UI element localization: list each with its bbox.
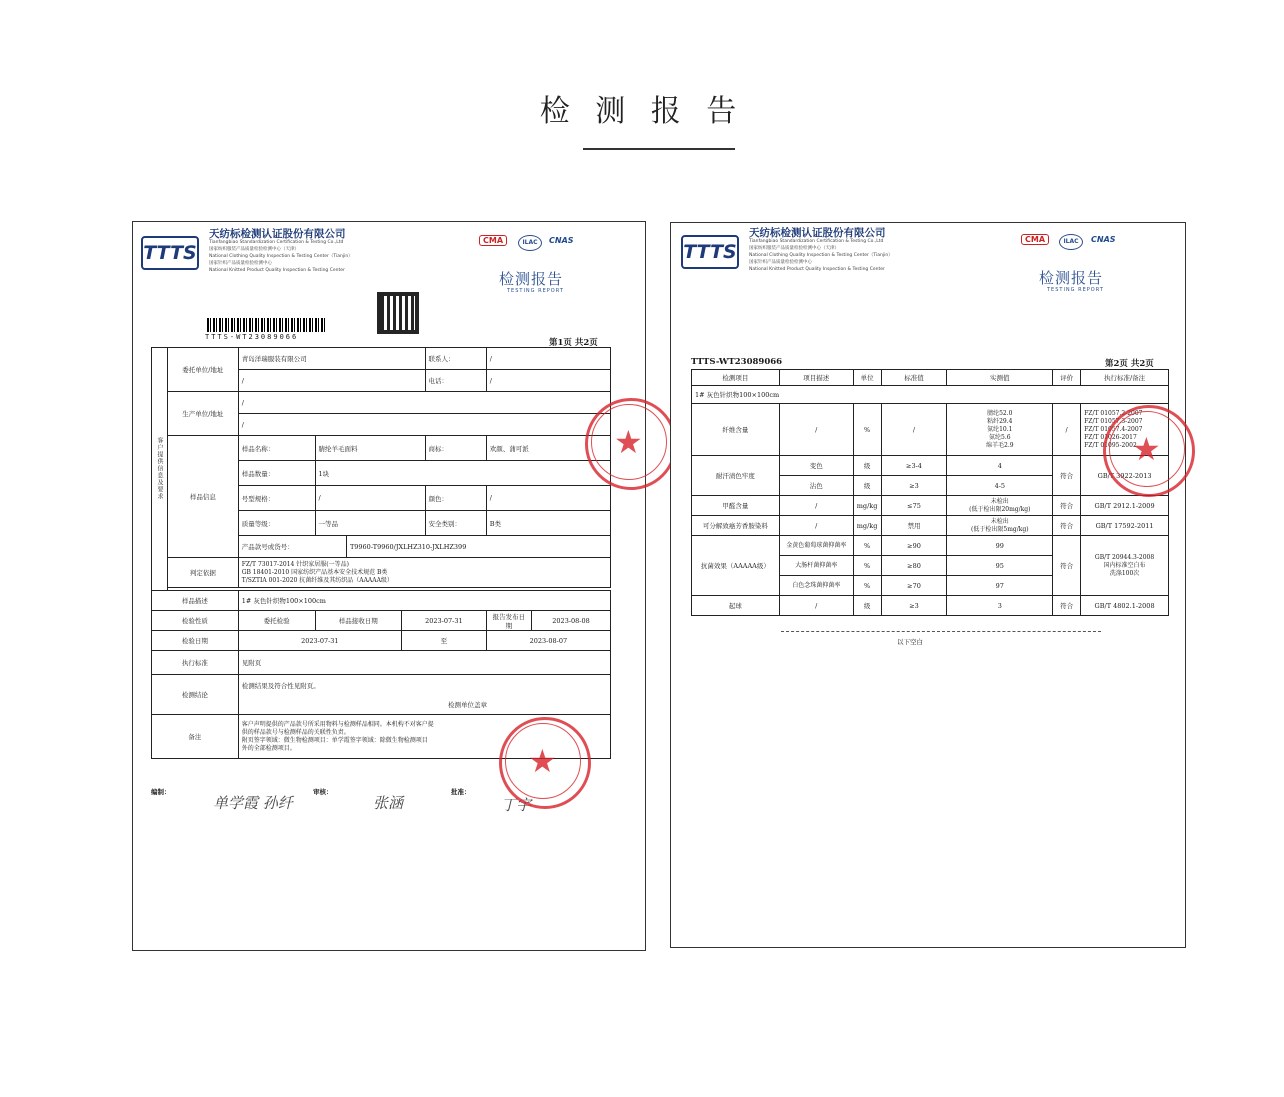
cnas-cert-icon: CNAS xyxy=(549,236,574,245)
page-number: 第2页 共2页 xyxy=(1105,359,1154,369)
table-row: 大肠杆菌抑菌率 % ≥80 95 xyxy=(692,556,1169,576)
signature-approver: 丁宇 xyxy=(501,796,532,814)
cma-cert-icon: CMA xyxy=(1021,234,1049,245)
title-underline xyxy=(583,148,735,150)
side-label-cell: 客户提供信息及要求 xyxy=(152,348,168,591)
end-note: 以下空白 xyxy=(897,638,923,646)
report-subtitle: TESTING REPORT xyxy=(1047,287,1104,293)
ttts-logo: TTTS xyxy=(141,236,199,270)
company-name: 天纺标检测认证股份有限公司 xyxy=(209,228,346,240)
table-row: 沾色 级 ≥3 4-5 xyxy=(692,476,1169,496)
sign-label-reviewer: 审核： xyxy=(313,788,333,796)
qr-code xyxy=(377,292,419,334)
company-name: 天纺标检测认证股份有限公司 xyxy=(749,227,886,239)
results-table: 检测项目 项目描述 单位 标准值 实测值 评价 执行标准/备注 1# 灰色针织物100×100cm 纤维含量 / % / 腈纶52.0 粘纤29.4 氨纶10.1 氨纶5.6 绵羊毛2.9 / FZ/T 01057.2-2007 FZ/T 01057.3-2007 FZ/T 01057.4-2007 FZ/T 01026-2017 FZ/T 01095-2002 耐汗渍色牢度 变色 级 ≥3-4 4 符合 GB/T 3922-2013 沾色 级 ≥3 4-5 甲醛含量 / mg/kg ≤75 未检出 (低于检出限20mg/kg) 符合 GB/T 2912.1-2009 可分解致癌芳香胺染料 / mg/kg 禁用 未检出 (低于检出限5mg/kg) 符合 GB/T 17592-2011 抗菌效果（AAAAA级） 金黄色葡萄球菌抑菌率 % ≥90 99 符合 GB/T 20944.3-2008 国内标准空白布 洗涤100次 大肠杆菌抑菌率 % ≥80 95 白色念珠菌抑菌率 % ≥70 97 起球 / 级 ≥3 3 符合 GB/T 4802.1-2008 xyxy=(691,369,1169,616)
report-subtitle: TESTING REPORT xyxy=(507,288,564,294)
cnas-cert-icon: CNAS xyxy=(1091,235,1116,244)
signature-reviewer: 张涵 xyxy=(373,794,404,812)
judge-lines: FZ/T 73017-2014 针织家居服(一等品) GB 18401-2010 国家纺织产品基本安全技术规范 B类 T/SZTIA 001-2020 抗菌纤维及其纺织品（AAAAA级） xyxy=(238,558,610,588)
barcode xyxy=(207,318,325,332)
table-row: 起球 / 级 ≥3 3 符合 GB/T 4802.1-2008 xyxy=(692,596,1169,616)
page-title: 检 测 报 告 xyxy=(539,94,745,129)
report-page-1 xyxy=(132,221,646,951)
signature-compiler: 单学霞 孙纤 xyxy=(213,794,293,812)
report-title: 检测报告 xyxy=(499,270,564,288)
ilac-cert-icon: ILAC xyxy=(518,235,542,251)
table-row: 甲醛含量 / mg/kg ≤75 未检出 (低于检出限20mg/kg) 符合 GB/T 2912.1-2009 xyxy=(692,496,1169,516)
table-row: 抗菌效果（AAAAA级） 金黄色葡萄球菌抑菌率 % ≥90 99 符合 GB/T 20944.3-2008 国内标准空白布 洗涤100次 xyxy=(692,536,1169,556)
company-seal-icon: ★ xyxy=(499,717,591,809)
report-number: TTTS-WT23089066 xyxy=(691,357,783,367)
cma-cert-icon: CMA xyxy=(479,235,507,246)
page-number: 第1页 共2页 xyxy=(549,338,598,348)
sign-label-compiler: 编制： xyxy=(151,788,171,796)
table-row: 耐汗渍色牢度 变色 级 ≥3-4 4 符合 GB/T 3922-2013 xyxy=(692,456,1169,476)
end-divider xyxy=(781,631,1101,632)
company-seal-icon: ★ xyxy=(585,398,677,490)
conclusion-cell: 检测结果及符合性见附页。 检测单位盖章 xyxy=(238,675,610,715)
report-title: 检测报告 xyxy=(1039,269,1104,287)
table-row: 纤维含量 / % / 腈纶52.0 粘纤29.4 氨纶10.1 氨纶5.6 绵羊毛2.9 / FZ/T 01057.2-2007 FZ/T 01057.3-2007 FZ/T 01057.4-2007 FZ/T 01026-2017 FZ/T 01095-2002 xyxy=(692,404,1169,456)
table-row: 白色念珠菌抑菌率 % ≥70 97 xyxy=(692,576,1169,596)
remark-lines: 客户声明提供的产品款号所采用物料与检测样品相同。本机构不对客户提 供的样品款号与检测样品的关联性负责。 附页签字领域：微生物检测项目：单学霞签字领域：除微生物检测项目 外的全部检测项目。 xyxy=(238,715,610,759)
company-sub-lines: Tianfangbiao Standardization Certification & Testing Co.,Ltd 国家纺织服装产品质量检验检测中心（天津） National Clothing Quality Inspection & Testing Center（Tianjin） 国家针织产品质量检验检测中心 National Knitted Product Quality Inspection & Testing Center xyxy=(749,239,893,272)
report-page-2 xyxy=(670,222,1186,948)
info-table: 客户提供信息及要求 委托单位/地址 青岛洋瑞服装有限公司 联系人： / / 电话： / 生产单位/地址 / / 样品信息 样品名称： 腈纶羊毛面料 商标： 欢颜、蒲可派 样品数量： 1块 号型规格： / 颜色： / 质量等级： 一等品 安全类别： B类 产品款号或货号： T9960-T9960/JXLHZ310-JXLHZ399 判定依据 FZ/T 73017-2014 针织家居服(一等品) GB 18401-2010 国家纺织产品基本安全技术规范 B类 T/SZTIA 001-2020 抗菌纤维及其纺织品（AAAAA级） 样品描述 1# 灰色针织物100×100cm 检验性质 委托检验 样品接收日期 2023-07-31 报告发布日期 2023-08-08 检验日期 2023-07-31 至 2023-08-07 执行标准 见附页 检测结论 检测结果及符合性见附页。 检测单位盖章 备注 客户声明提供的产品款号所采用物料与检测样品相同。本机构不对客户提 供的样品款号与检测样品的关联性负责。 附页签字领域：微生物检测项目：单学霞签字领域：除微生物检测项目 外的全部检测项目。 xyxy=(151,347,611,759)
ttts-logo: TTTS xyxy=(681,235,739,269)
sign-label-approver: 批准： xyxy=(451,788,471,796)
company-seal-icon: ★ xyxy=(1103,405,1195,497)
table-row: 可分解致癌芳香胺染料 / mg/kg 禁用 未检出 (低于检出限5mg/kg) 符合 GB/T 17592-2011 xyxy=(692,516,1169,536)
barcode-text: TTTS-WT23089066 xyxy=(205,333,299,341)
ilac-cert-icon: ILAC xyxy=(1059,234,1083,250)
company-sub-lines: Tianfangbiao Standardization Certification & Testing Co.,Ltd 国家纺织服装产品质量检验检测中心（天津） National Clothing Quality Inspection & Testing Center（Tianjin） 国家针织产品质量检验检测中心 National Knitted Product Quality Inspection & Testing Center xyxy=(209,240,353,273)
